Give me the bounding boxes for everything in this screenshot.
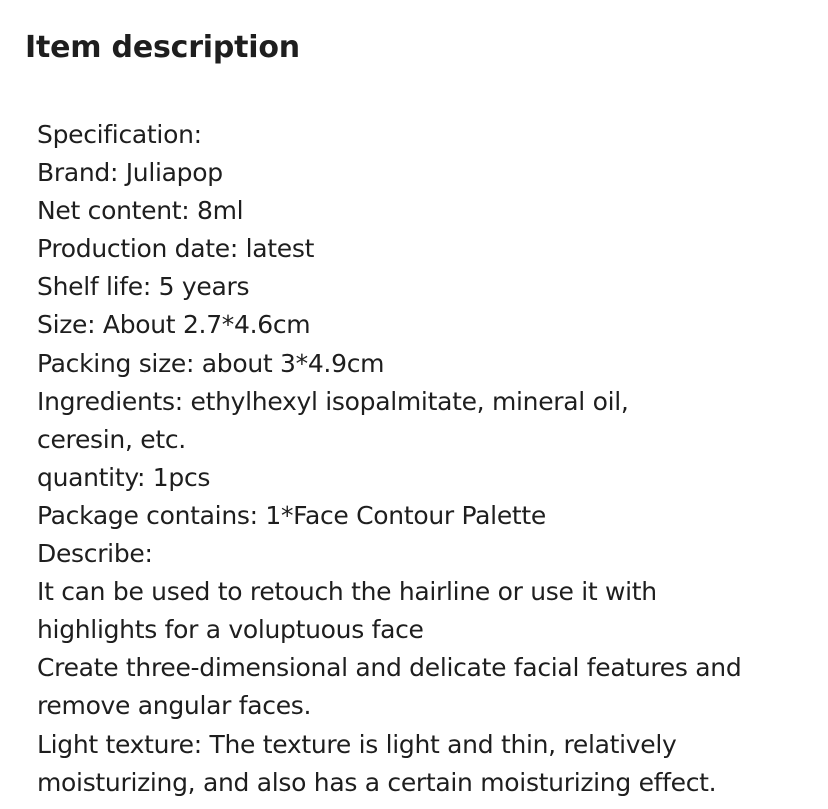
section-title: Item description	[25, 30, 300, 65]
describe-line: Create three-dimensional and delicate facial features and	[37, 653, 742, 683]
spec-packing-size: Packing size: about 3*4.9cm	[37, 348, 385, 378]
spec-ingredients-cont: ceresin, etc.	[37, 424, 186, 454]
item-description-text	[37, 116, 817, 802]
spec-shelf-life: Shelf life: 5 years	[37, 272, 250, 302]
describe-line: Light texture: The texture is light and thin, relatively	[37, 729, 677, 759]
spec-brand: Brand: Juliapop	[37, 158, 223, 188]
describe-heading: Describe:	[37, 539, 153, 569]
spec-heading: Specification:	[37, 120, 202, 149]
spec-production-date: Production date: latest	[37, 234, 315, 264]
describe-line: highlights for a voluptuous face	[37, 615, 424, 645]
describe-line: moisturizing, and also has a certain moisturizing effect.	[37, 767, 717, 797]
spec-net-content: Net content: 8ml	[37, 196, 244, 226]
spec-quantity: quantity: 1pcs	[37, 462, 211, 492]
describe-line: It can be used to retouch the hairline or use it with	[37, 577, 657, 607]
spec-size: Size: About 2.7*4.6cm	[37, 310, 311, 340]
spec-ingredients: Ingredients: ethylhexyl isopalmitate, mineral oil,	[37, 386, 629, 416]
spec-package-contains: Package contains: 1*Face Contour Palette	[37, 500, 546, 530]
describe-line: remove angular faces.	[37, 691, 312, 721]
